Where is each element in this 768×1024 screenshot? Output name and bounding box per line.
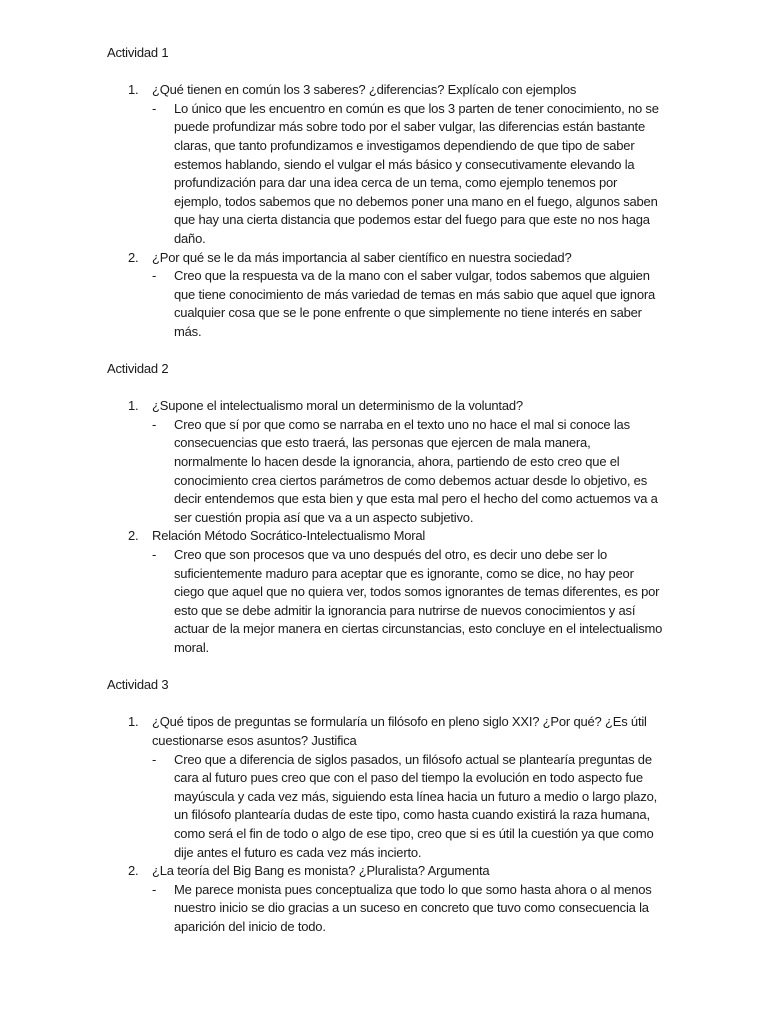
question-item [107,862,667,881]
question-text: ¿La teoría del Big Bang es monista? ¿Pluralista? Argumenta [152,863,490,879]
question-number: 1. [128,82,139,98]
question-text: Relación Método Socrático-Intelectualismo Moral [152,528,426,544]
question-number: 1. [128,714,139,730]
answer-bullet: - [152,881,157,897]
answer-item [107,267,667,341]
answer-bullet: - [152,751,157,767]
answer-item [107,751,667,863]
answer-text: Creo que la respuesta va de la mano con el saber vulgar, todos sabemos que alguien que tiene conocimiento de más variedad de temas en más sabio que aquel que ignora cualquier cosa que se le pone enfrente o que simplemente no tiene interés en saber más. [174,268,656,339]
section-heading: Actividad 3 [107,677,169,693]
question-text: ¿Por qué se le da más importancia al saber científico en nuestra sociedad? [152,249,572,265]
question-number: 2. [128,863,139,879]
question-number: 1. [128,398,139,414]
question-number: 2. [128,249,139,265]
answer-item [107,416,667,528]
question-item [107,527,667,546]
answer-text: Me parece monista pues conceptualiza que todo lo que somo hasta ahora o al menos nuestro inicio se dio gracias a un suceso en concreto que tuvo como consecuencia la aparición del inicio de todo. [174,881,652,934]
document-body [107,44,667,937]
question-text: ¿Supone el intelectualismo moral un determinismo de la voluntad? [152,398,523,414]
question-item [107,713,667,750]
question-item [107,397,667,416]
answer-item [107,546,667,658]
question-item [107,249,667,268]
section-heading: Actividad 2 [107,361,169,377]
answer-item [107,881,667,937]
question-text: ¿Qué tipos de preguntas se formularía un filósofo en pleno siglo XXI? ¿Por qué? ¿Es útil cuestionarse esos asuntos? Justifica [152,714,647,748]
answer-text: Creo que sí por que como se narraba en el texto uno no hace el mal si conoce las consecuencias que esto traerá, las personas que ejercen de mala manera, normalmente lo hacen desde la ignorancia, ahora, partiendo de esto creo que el conocimiento crea ciertos parámetros de como debemos actuar desde lo objetivo, es decir entendemos que esta bien y que esta mal pero el hecho del como actuemos va a ser cuestión propia así que va a un aspecto subjetivo. [174,416,658,525]
section-actividad-3 [107,676,667,936]
answer-text: Lo único que les encuentro en común es que los 3 parten de tener conocimiento, no se puede profundizar más sobre todo por el saber vulgar, las diferencias están bastante claras, que tanto profundizamos e investigamos dependiendo de que tipo de saber estemos hablando, siendo el vulgar el más básico y consecutivamente elevando la profundización para dar una idea cerca de un tema, como ejemplo tenemos por ejemplo, todos sabemos que no debemos poner una mano en el fuego, algunos saben que hay una cierta distancia que podemos estar del fuego para que este no nos haga daño. [174,100,659,246]
answer-bullet: - [152,100,157,116]
question-item [107,81,667,100]
section-actividad-2 [107,360,667,658]
answer-bullet: - [152,268,157,284]
answer-item [107,100,667,249]
answer-text: Creo que a diferencia de siglos pasados, un filósofo actual se plantearía preguntas de cara al futuro pues creo que con el paso del tiempo la evolución en todo aspecto fue mayúscula y cada vez más, siguiendo esta línea hacia un futuro a medio o largo plazo, un filósofo plantearía dudas de este tipo, como hasta cuando existirá la raza humana, como será el fin de todo o algo de ese tipo, creo que si es útil la cuestión ya que como dije antes el futuro es cada vez más incierto. [174,751,658,860]
answer-bullet: - [152,416,157,432]
section-actividad-1 [107,44,667,342]
section-heading: Actividad 1 [107,45,169,60]
answer-text: Creo que son procesos que va uno después del otro, es decir uno debe ser lo suficientemente maduro para aceptar que es ignorante, como se dice, no hay peor ciego que aquel que no quiera ver, todos somos ignorantes de temas diferentes, es por esto que se debe admitir la ignorancia para nutrirse de nuevos conocimientos y así actuar de la mejor manera en ciertas circunstancias, esto concluye en el intelectualismo moral. [174,547,663,655]
question-text: ¿Qué tienen en común los 3 saberes? ¿diferencias? Explícalo con ejemplos [152,82,577,98]
answer-bullet: - [152,547,157,563]
question-number: 2. [128,528,139,544]
